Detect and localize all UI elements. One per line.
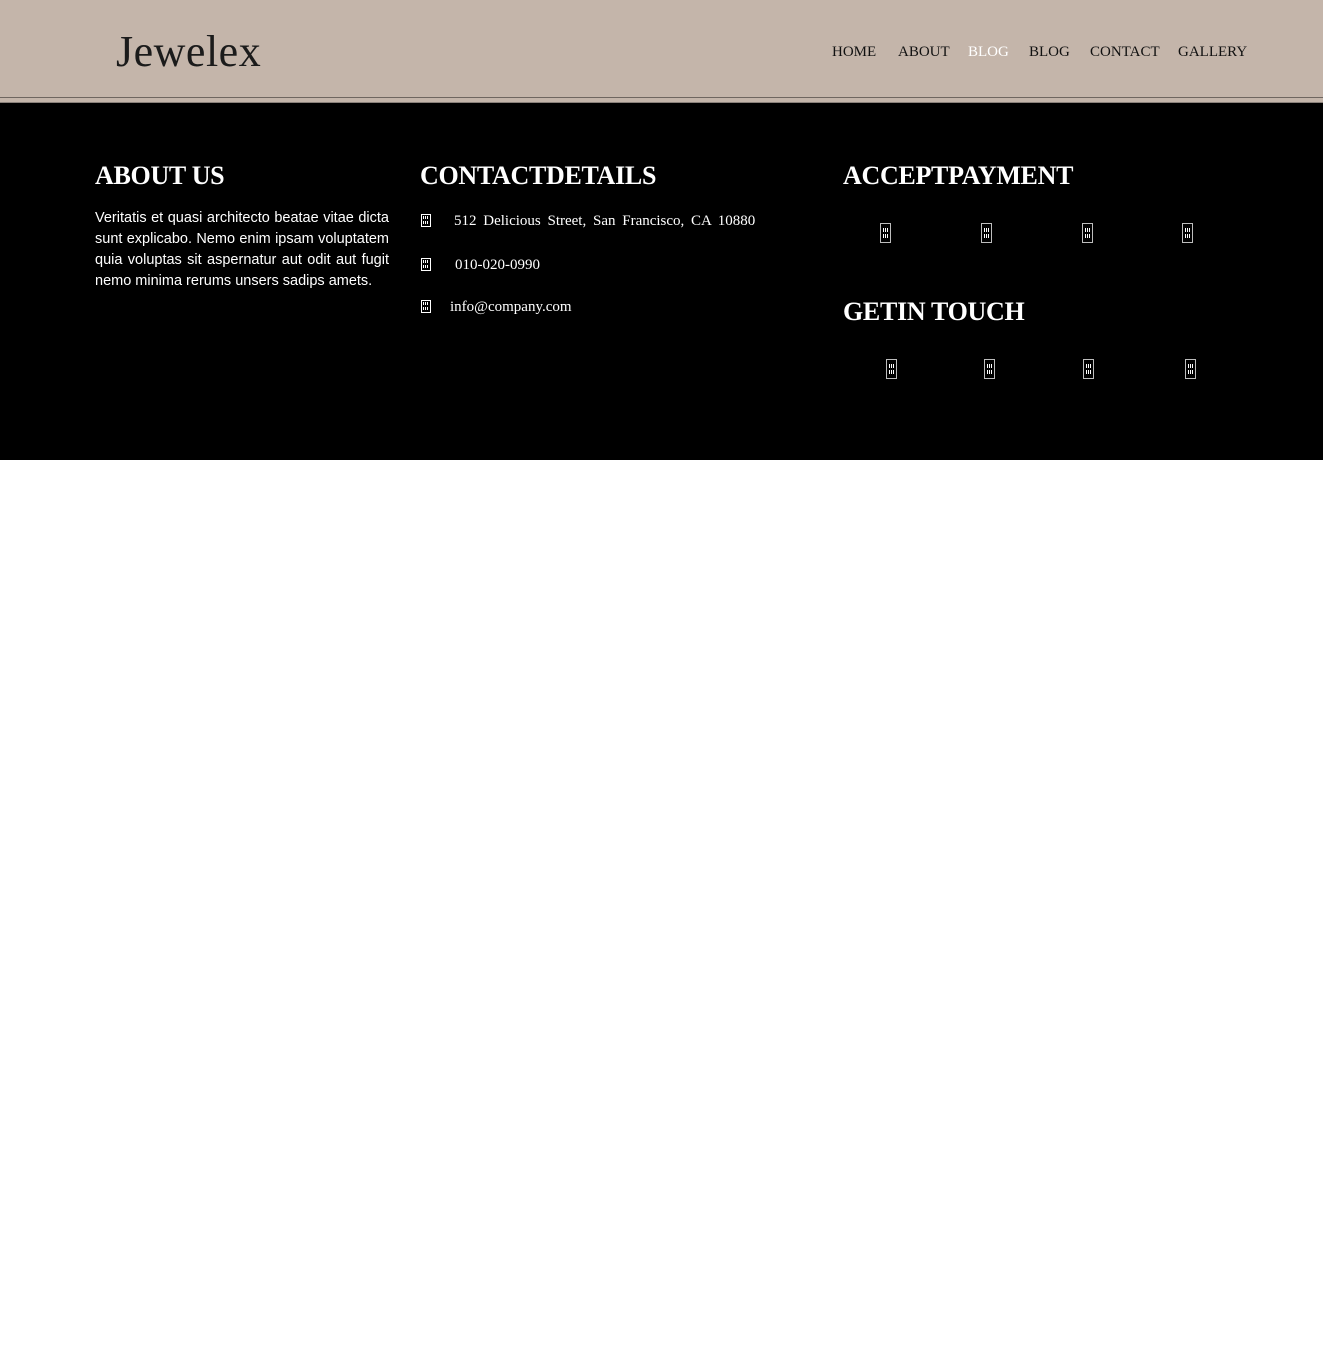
contact-phone[interactable]: 010-020-0990 bbox=[455, 257, 540, 273]
site-footer bbox=[0, 103, 1323, 460]
paypal-icon bbox=[1082, 223, 1093, 243]
about-heading: ABOUT US bbox=[95, 161, 225, 190]
social-heading: GETIN TOUCH bbox=[843, 297, 1025, 326]
payment-heading: ACCEPTPAYMENT bbox=[843, 161, 1074, 190]
site-header bbox=[0, 0, 1323, 97]
contact-address: 512 Delicious Street, San Francisco, CA 10880 bbox=[454, 213, 756, 229]
contact-address-row bbox=[421, 211, 801, 231]
nav-gallery[interactable]: GALLERY bbox=[1178, 44, 1248, 60]
linkedin-icon[interactable] bbox=[1185, 359, 1196, 379]
contact-email[interactable]: info@company.com bbox=[450, 299, 572, 315]
mastercard-icon bbox=[981, 223, 992, 243]
nav-contact[interactable]: CONTACT bbox=[1090, 44, 1160, 60]
twitter-icon[interactable] bbox=[984, 359, 995, 379]
main-nav bbox=[0, 43, 1323, 63]
phone-icon bbox=[421, 258, 431, 271]
contact-heading: CONTACTDETAILS bbox=[420, 161, 657, 190]
nav-blog[interactable]: BLOG bbox=[1029, 44, 1070, 60]
contact-phone-row bbox=[421, 255, 801, 275]
site-logo[interactable]: Jewelex bbox=[116, 27, 262, 76]
facebook-icon[interactable] bbox=[886, 359, 897, 379]
map-marker-icon bbox=[421, 214, 431, 227]
contact-email-row bbox=[421, 297, 801, 317]
visa-icon bbox=[880, 223, 891, 243]
nav-about[interactable]: ABOUT bbox=[898, 44, 950, 60]
envelope-icon bbox=[421, 300, 431, 313]
google-plus-icon[interactable] bbox=[1083, 359, 1094, 379]
nav-home[interactable]: HOME bbox=[832, 44, 877, 60]
about-text: Veritatis et quasi architecto beatae vitae dicta sunt explicabo. Nemo enim ipsam voluptatem quia voluptas sit aspernatur aut odit aut fugit nemo minima rerums unsers sadips amets. bbox=[95, 210, 389, 289]
amex-icon bbox=[1182, 223, 1193, 243]
nav-blog-active[interactable]: BLOG bbox=[968, 44, 1009, 60]
